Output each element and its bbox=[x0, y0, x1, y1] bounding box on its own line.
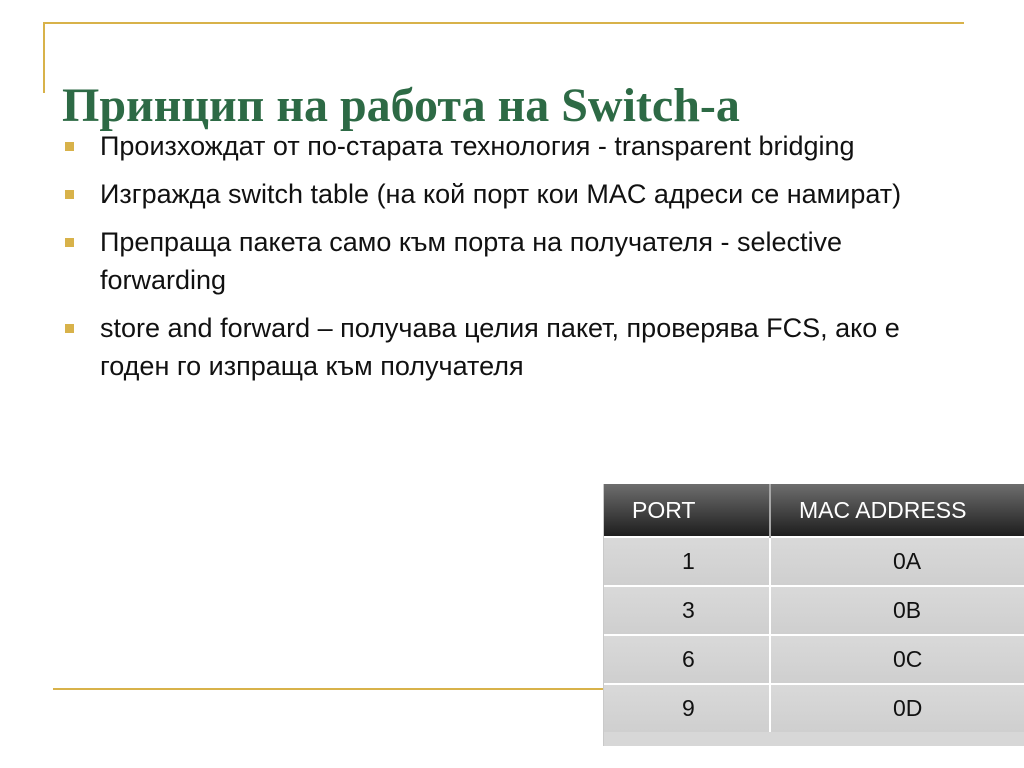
mac-address-cell: 0C bbox=[770, 635, 1024, 684]
table-row bbox=[604, 537, 1024, 586]
mac-address-column-header bbox=[770, 484, 1024, 537]
bullet-item bbox=[62, 309, 962, 385]
port-cell: 9 bbox=[604, 684, 770, 732]
switch-table-body bbox=[604, 537, 1024, 732]
switch-table bbox=[604, 484, 1024, 732]
square-bullet-icon bbox=[65, 142, 74, 151]
table-row bbox=[604, 586, 1024, 635]
bullet-item bbox=[62, 175, 962, 213]
square-bullet-icon bbox=[65, 190, 74, 199]
bullet-item bbox=[62, 127, 962, 165]
mac-address-cell: 0B bbox=[770, 586, 1024, 635]
port-cell: 1 bbox=[604, 537, 770, 586]
bullet-text: Препраща пакета само към порта на получателя - selective forwarding bbox=[100, 227, 843, 295]
square-bullet-icon bbox=[65, 238, 74, 247]
table-row bbox=[604, 635, 1024, 684]
bullet-text: Изгражда switch table (на кой порт кои MAC адреси се намират) bbox=[100, 179, 902, 209]
port-cell: 3 bbox=[604, 586, 770, 635]
bullet-item bbox=[62, 223, 962, 299]
table-row bbox=[604, 684, 1024, 732]
bullet-text: Произхождат от по-старата технология - transparent bridging bbox=[100, 131, 855, 161]
header-row bbox=[604, 484, 1024, 537]
switch-table-header bbox=[604, 484, 1024, 537]
mac-address-cell: 0D bbox=[770, 684, 1024, 732]
slide-left-rule bbox=[43, 22, 45, 93]
port-column-header bbox=[604, 484, 770, 537]
bullet-list bbox=[62, 127, 962, 395]
slide-title: Принцип на работа на Switch-а bbox=[62, 79, 740, 133]
port-cell: 6 bbox=[604, 635, 770, 684]
switch-table-panel bbox=[603, 484, 1024, 746]
mac-address-header-label: MAC ADDRESS bbox=[799, 496, 967, 523]
square-bullet-icon bbox=[65, 324, 74, 333]
bullet-text: store and forward – получава целия пакет, проверява FCS, ако е годен го изпраща към получателя bbox=[100, 313, 900, 381]
slide-top-rule bbox=[43, 22, 964, 24]
mac-address-cell: 0A bbox=[770, 537, 1024, 586]
port-header-label: PORT bbox=[632, 496, 696, 523]
